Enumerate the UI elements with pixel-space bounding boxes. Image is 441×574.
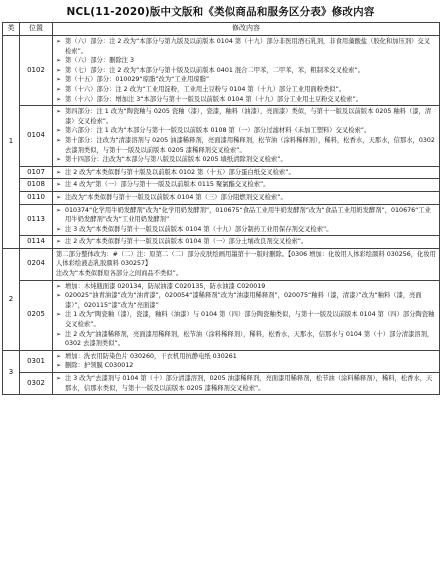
revision-item: [56, 206, 436, 225]
table-row: [3, 36, 440, 106]
revision-item: [56, 352, 436, 362]
revision-text: 注 2 改为“本类似群与第十版及以前版本 0102 第（十五）部分蛋白纸交叉检索”。: [65, 168, 295, 176]
position-code: 0301: [20, 350, 53, 372]
revision-text: 第（七）部分：注 2 改为“本部分与第十版及以前版本 0401 混合二甲苯，二甲苯，苯，粗制苯交叉检索”。: [65, 66, 365, 74]
revision-item: [56, 107, 436, 126]
bullet-arrow-icon: ➢: [56, 225, 62, 233]
revision-text: 注改为“本类似群与第十一版及以前版本 0104 第（三）部分阻燃剂交叉检索”。: [65, 193, 287, 201]
bullet-arrow-icon: ➢: [56, 95, 62, 103]
revision-item: [56, 75, 436, 85]
bullet-arrow-icon: ➢: [56, 57, 62, 65]
revision-text: 增加：木炖瓶面漆 020134，防尿油漆 C020135，防水油漆 C020019: [65, 282, 266, 290]
bullet-arrow-icon: ➢: [56, 156, 62, 164]
revision-item: [56, 237, 436, 247]
revision-text: 010374“化学用牛奶发酵剂”改为“化学用奶发酵剂”，010675“食品工业用牛奶发酵剂”改为“食品工业用奶发酵剂”，010676“工业用牛奶发酵剂”改为“工业用奶发酵剂”: [65, 206, 431, 224]
table-row: [3, 373, 440, 395]
revision-text: 第十四部分：注改为“本部分与第八版及以前版本 0205 墙纸清除剂交叉检索”。: [65, 156, 287, 164]
table-row: [3, 248, 440, 280]
class-number: 2: [3, 248, 20, 350]
position-code: 0114: [20, 236, 53, 249]
revision-text: 增加：洗衣用防染色片 030260，干衣机用抗静电纸 030261: [65, 352, 237, 360]
revision-item: [56, 126, 436, 136]
table-body: [3, 36, 440, 395]
revision-item: [56, 66, 436, 76]
revision-content: [53, 350, 440, 372]
revision-item: [56, 136, 436, 155]
bullet-arrow-icon: ➢: [56, 375, 62, 382]
position-code: 0110: [20, 191, 53, 204]
revision-paragraph: 第二部分整体改为：#（二）注：原第二（二）部分皮肤绘画用墨第十一版时删除。【0306 增加：化妆用人体彩绘颜料 030256，化妆用人体彩绘液态乳胶颜料 030257】: [56, 250, 436, 268]
revision-text: 第四部分：注 1 改为“陶瓷釉与 0205 瓷釉（漆），瓷漆，釉料（油漆），亮面漆）类似，与第十一版及以前版本 0205 釉料（漆，清漆）交叉检索”。: [65, 108, 432, 125]
bullet-arrow-icon: ➢: [56, 311, 62, 319]
revision-content: [53, 191, 440, 204]
revision-text: 第六部分：注 1 改为“本部分与第十一版及以前版本 0108 第（一）部分过滤材料（未加工塑料）交叉检索”。: [65, 127, 371, 135]
revision-item: [56, 225, 436, 235]
bullet-arrow-icon: ➢: [56, 330, 62, 338]
table-row: [3, 350, 440, 372]
bullet-arrow-icon: ➢: [56, 85, 62, 93]
revision-item: [56, 180, 436, 190]
bullet-arrow-icon: ➢: [56, 136, 62, 144]
revision-item: [56, 37, 436, 56]
revision-text: 第（十六）部分：注 2 改为“工业用淀粉，工业用土豆粉与 0104 第（十九）部分工业用面粉类似”。: [65, 85, 346, 93]
revision-content: [53, 204, 440, 236]
revision-text: 020025“油青油漆”改为“油青漆”，020054“漆稀释剂”改为“油漆用稀释剂”，020075“釉料（漆，清漆）”改为“釉料（漆，亮面漆）”，020115“漆”改为“亮面漆”: [65, 292, 422, 309]
position-code: 0102: [20, 36, 53, 106]
table-row: [3, 166, 440, 179]
revision-text: 第（十六）部分：增加注 3“本部分与第十一版及以前版本 0104 第（十九）部分工业用土豆粉交叉检索”。: [65, 95, 363, 103]
revision-text: 注 4 改为“第（一）部分与第十一版及以前版本 0115 聚氯酯交叉检索”。: [65, 181, 270, 189]
position-code: 0113: [20, 204, 53, 236]
header-position: 位置: [20, 23, 53, 36]
revision-item: [56, 374, 436, 393]
bullet-arrow-icon: ➢: [56, 282, 62, 290]
revision-text: 注 2 改为“油漆稀释剂，亮面漆用稀释剂，松节油（涂料稀释剂），稀料，松香水，天那水，信那水与 0104 第（十）部分清漆溶剂，0302 去漆剂类似”。: [65, 330, 434, 348]
bullet-arrow-icon: ➢: [56, 238, 62, 246]
header-class: 类: [3, 23, 20, 36]
bullet-arrow-icon: ➢: [56, 76, 62, 84]
class-number: 3: [3, 350, 20, 394]
table-row: [3, 191, 440, 204]
revision-table: [2, 22, 440, 395]
table-header-row: [3, 23, 440, 36]
revision-item: [56, 155, 436, 165]
revision-item: [56, 85, 436, 95]
revision-content: [53, 179, 440, 192]
header-content: 修改内容: [53, 23, 440, 36]
bullet-arrow-icon: ➢: [56, 292, 62, 300]
bullet-arrow-icon: ➢: [56, 66, 62, 74]
revision-item: [56, 330, 436, 349]
revision-content: [53, 280, 440, 350]
table-row: [3, 280, 440, 350]
revision-content: [53, 248, 440, 280]
revision-text: 第十部分：注改为“清漆溶剂与 0205 油漆稀释剂，亮面漆用稀释剂，松节油（涂料稀释剂），稀料，松香水，天那水，信那水，0302 去漆剂类似，与第十一版及以前版本 0205 漆稀释剂交叉检索”。: [65, 136, 435, 154]
position-code: 0107: [20, 166, 53, 179]
bullet-arrow-icon: ➢: [56, 181, 62, 189]
class-number: 1: [3, 36, 20, 249]
revision-text: 删除：护领膜 C030012: [65, 362, 134, 370]
revision-item: [56, 361, 436, 371]
revision-text: 第（六）部分：注 2 改为“本部分与第九版及以前版本 0104 第（十九）部分非医用酒石乳剂，非食用藻酸盐（胶化和加压剂）交叉检索”。: [65, 38, 431, 55]
bullet-arrow-icon: ➢: [56, 168, 62, 176]
revision-text: 第（十五）部分：010029“琼脂”改为“工业用琼脂”: [65, 76, 210, 84]
revision-content: [53, 106, 440, 167]
revision-item: [56, 193, 436, 203]
revision-item: [56, 310, 436, 329]
table-row: [3, 236, 440, 249]
revision-text: 注 1 改为“陶瓷釉（漆），瓷漆，釉料（油漆）与 0104 第（四）部分陶瓷釉类似，与第十一版及以前版本 0104 第（四）部分陶瓷釉交叉检索”。: [65, 311, 435, 329]
revision-content: [53, 373, 440, 395]
page-title: NCL(11-2020)版中文版和《类似商品和服务区分表》修改内容: [66, 6, 375, 18]
bullet-arrow-icon: ➢: [56, 193, 62, 201]
revision-paragraph: 注改为“本类似群原各部分之间商品不类似”。: [56, 270, 183, 278]
position-code: 0302: [20, 373, 53, 395]
revision-text: 第（六）部分：删除注 3: [65, 57, 134, 65]
revision-content: [53, 36, 440, 106]
bullet-arrow-icon: ➢: [56, 206, 62, 214]
bullet-arrow-icon: ➢: [56, 362, 62, 370]
bullet-arrow-icon: ➢: [56, 352, 62, 360]
revision-item: [56, 291, 436, 310]
revision-text: 注 3 改为“去漆剂与 0104 第（十）部分清漆溶剂，0205 油漆稀释剂，亮面漆用稀释剂，松节油（涂料稀释剂），稀料，松香水，天那水，信那水类似，与第十一版及以前版本 0205 漆稀释剂交叉检索”。: [65, 375, 433, 392]
position-code: 0108: [20, 179, 53, 192]
revision-text: 注 2 改为“本类似群与第十一版及以前版本 0104 第（一）部分土壤改良剂交叉检索”。: [65, 238, 308, 246]
bullet-arrow-icon: ➢: [56, 38, 62, 45]
bullet-arrow-icon: ➢: [56, 108, 62, 116]
revision-content: [53, 236, 440, 249]
revision-item: [56, 56, 436, 66]
position-code: 0205: [20, 280, 53, 350]
revision-item: [56, 168, 436, 178]
position-code: 0104: [20, 106, 53, 167]
table-row: [3, 106, 440, 167]
revision-content: [53, 166, 440, 179]
table-row: [3, 204, 440, 236]
revision-item: [56, 282, 436, 292]
revision-item: [56, 95, 436, 105]
table-row: [3, 179, 440, 192]
position-code: 0204: [20, 248, 53, 280]
bullet-arrow-icon: ➢: [56, 127, 62, 135]
revision-text: 注 3 改为“本类似群与第十一版及以前版本 0104 第（十九）部分制药工业用保存剂交叉检索”。: [65, 225, 333, 233]
